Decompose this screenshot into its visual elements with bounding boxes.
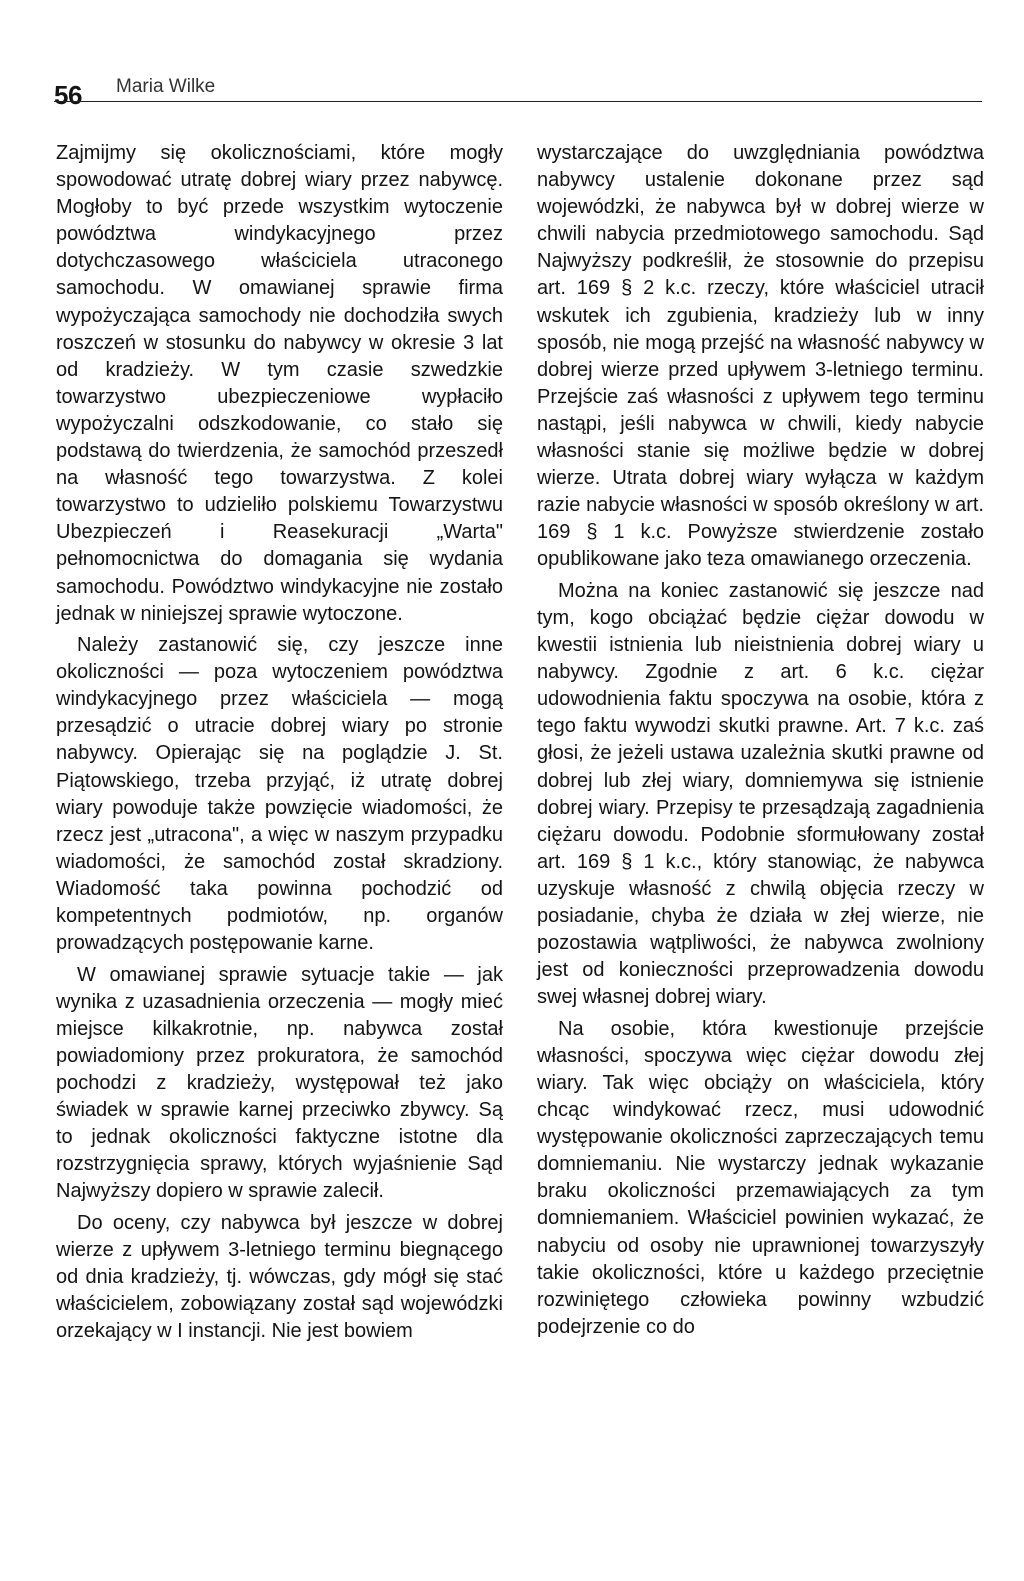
paragraph: Zajmijmy się okolicznościami, które mogły spowodować utratę dobrej wiary przez nabywcę. Mogłoby to być przede wszystkim wytoczenie powództwa windykacyjnego przez dotychczasowego właściciela utraconego samochodu. W omawianej sprawie firma wypożyczająca samochody nie dochodziła swych roszczeń w stosunku do nabywcy w okresie 3 lat od kradzieży. W tym czasie szwedzkie towarzystwo ubezpieczeniowe wypłaciło wypożyczalni odszkodowanie, co stało się podstawą do twierdzenia, że samochód przeszedł na własność tego towarzystwa. Z kolei towarzystwo to udzieliło polskiemu Towarzystwu Ubezpieczeń i Reasekuracji „Warta" pełnomocnictwa do domagania się wydania samochodu. Powództwo windykacyjne nie zostało jednak w niniejszej sprawie wytoczone.	[56, 142, 503, 625]
paragraph: W omawianej sprawie sytuacje takie — jak wynika z uzasadnienia orzeczenia — mogły mieć miejsce kilkakrotnie, np. nabywca został powiadomiony przez prokuratora, że samochód pochodzi z kradzieży, występował też jako świadek w sprawie karnej przeciwko zbywcy. Są to jednak okoliczności faktyczne istotne dla rozstrzygnięcia sprawy, których wyjaśnienie Sąd Najwyższy dopiero w sprawie zalecił.	[56, 963, 503, 1203]
header-rule	[54, 101, 982, 102]
paragraph: Można na koniec zastanowić się jeszcze nad tym, kogo obciążać będzie ciężar dowodu w kwestii istnienia lub nieistnienia dobrej wiary u nabywcy. Zgodnie z art. 6 k.c. ciężar udowodnienia faktu spoczywa na osobie, która z tego faktu wywodzi skutki prawne. Art. 7 k.c. zaś głosi, że jeżeli ustawa uzależnia skutki prawne od dobrej lub złej wiary, domniemywa się istnienie dobrej wiary. Przepisy te przesądzają zagadnienia ciężaru dowodu. Podobnie sformułowany został art. 169 § 1 k.c., który stanowiąc, że nabywca uzyskuje własność z chwilą objęcia rzeczy w posiadanie, chyba że działa w złej wierze, nie pozostawia wątpliwości, że nabywca zwolniony jest od konieczności przeprowadzenia dowodu swej własnej dobrej wiary.	[537, 579, 984, 1009]
left-column	[56, 140, 503, 1350]
paragraph: Na osobie, która kwestionuje przejście własności, spoczywa więc ciężar dowodu złej wiary. Tak więc obciąży on właściciela, który chcąc windykować rzecz, musi udowodnić występowanie okoliczności zaprzeczających temu domniemaniu. Nie wystarczy jednak wykazanie braku okoliczności przemawiających za tym domniemaniem. Właściciel powinien wykazać, że nabyciu od osoby nie uprawnionej towarzyszyły takie okoliczności, które u każdego przeciętnie rozwiniętego człowieka powinny wzbudzić podejrzenie co do	[537, 1017, 984, 1338]
right-column	[537, 140, 984, 1345]
paragraph: Do oceny, czy nabywca był jeszcze w dobrej wierze z upływem 3-letniego terminu biegnącego od dnia kradzieży, tj. wówczas, gdy mógł się stać właścicielem, zobowiązany został sąd wojewódzki orzekający w I instancji. Nie jest bowiem	[56, 1211, 503, 1343]
running-head-author: Maria Wilke	[116, 76, 216, 97]
page-number: 56	[54, 80, 82, 110]
paragraph: Należy zastanowić się, czy jeszcze inne okoliczności — poza wytoczeniem powództwa windykacyjnego przez właściciela — mogą przesądzić o utracie dobrej wiary po stronie nabywcy. Opierając się na poglądzie J. St. Piątowskiego, trzeba przyjąć, iż utratę dobrej wiary powoduje także powzięcie wiadomości, że rzecz jest „utracona", a więc w naszym przypadku wiadomości, że samochód został skradziony. Wiadomość taka powinna pochodzić od kompetentnych podmiotów, np. organów prowadzących postępowanie karne.	[56, 634, 503, 955]
paragraph: wystarczające do uwzględniania powództwa nabywcy ustalenie dokonane przez sąd wojewódzki, że nabywca był w dobrej wierze w chwili nabycia przedmiotowego samochodu. Sąd Najwyższy podkreślił, że stosownie do przepisu art. 169 § 2 k.c. rzeczy, które właściciel utracił wskutek ich zgubienia, kradzieży lub w inny sposób, nie mogą przejść na własność nabywcy w dobrej wierze przed upływem 3-letniego terminu. Przejście zaś własności z upływem tego terminu nastąpi, jeśli nabywca w chwili, kiedy nabycie własności stanie się możliwe będzie w dobrej wierze. Utrata dobrej wiary wyłącza w każdym razie nabycie własności w sposób określony w art. 169 § 1 k.c. Powyższe stwierdzenie zostało opublikowane jako teza omawianego orzeczenia.	[537, 142, 984, 571]
